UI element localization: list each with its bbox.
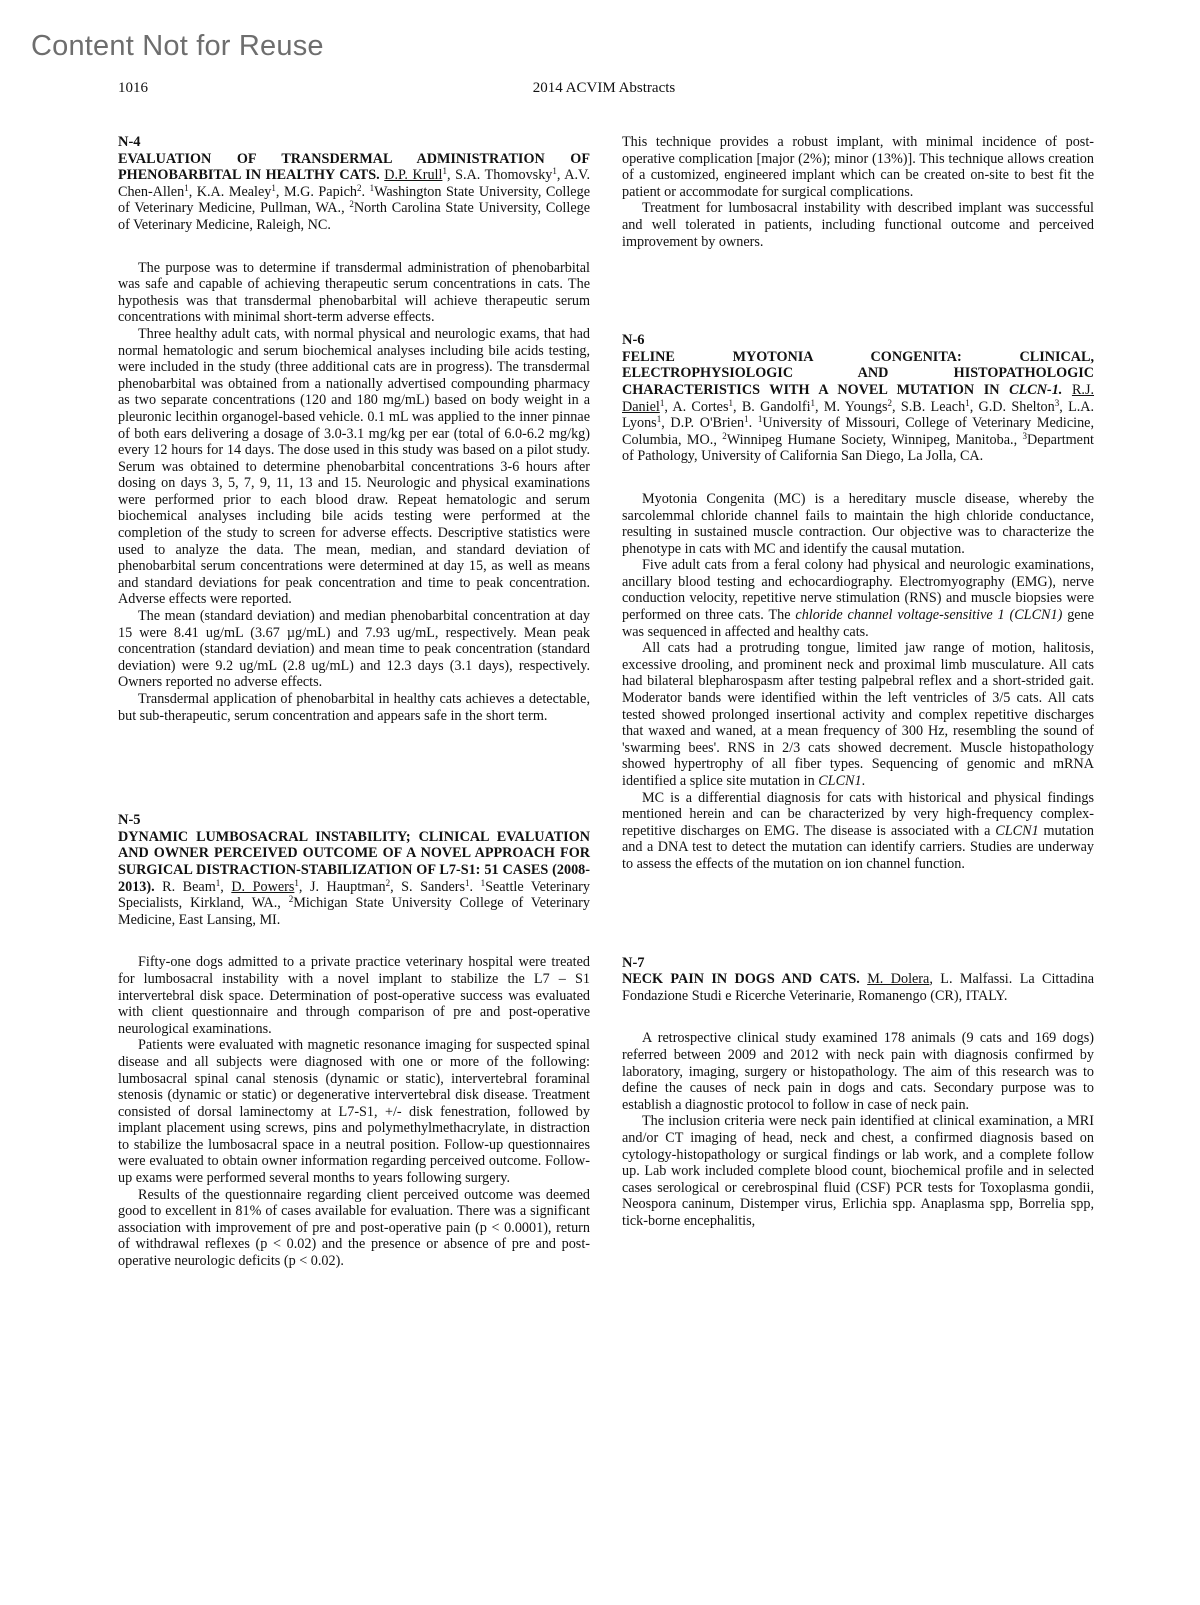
paragraph-text: MC is a differential diagnosis for cats with historical and physical findings mentioned herein and can be characterized by very high-frequency complex-repetitive discharges on EMG. The disease is associated with a — [622, 789, 1094, 839]
abstract-id: N-6 — [622, 332, 645, 349]
gene-name: chloride channel voltage-sensitive 1 (CLCN1) — [795, 607, 1063, 624]
affiliation-marker: 1 — [659, 397, 665, 408]
page-number: 1016 — [118, 80, 148, 96]
abstract-id: N-4 — [118, 134, 141, 150]
abstract-heading — [118, 829, 590, 929]
abstract-heading — [622, 349, 1094, 465]
abstract-paragraph: Transdermal application of phenobarbital in healthy cats achieves a detectable, but sub-therapeutic, serum concentration and appears safe in the short term. — [118, 691, 590, 724]
abstract-header — [118, 134, 590, 234]
affiliation-marker: 2 — [887, 397, 892, 408]
watermark: Content Not for Reuse — [31, 30, 324, 62]
affiliation-marker: 1 — [480, 877, 486, 888]
affiliation-marker: 1 — [744, 414, 749, 425]
abstract-n5-continued — [622, 134, 1094, 250]
author: R. Beam — [162, 878, 216, 895]
abstract-paragraph: The purpose was to determine if transdermal administration of phenobarbital was safe and capable of achieving therapeutic serum concentrations in cats. The hypothesis was that transdermal phenobarbital will achieve therapeutic serum concentrations with minimal short-term adverse effects. — [118, 259, 590, 326]
affiliation-marker: 1 — [215, 877, 221, 888]
affiliation: Winnipeg Humane Society, Winnipeg, Manitoba., — [726, 431, 1023, 448]
affiliation-marker: 1 — [271, 182, 276, 193]
affiliation: Washington State University, College of Veterinary Medicine, Pullman, WA., — [118, 183, 590, 217]
affiliation: North Carolina State University, College of Veterinary Medicine, Raleigh, NC. — [118, 200, 591, 233]
abstract-n7 — [622, 955, 1094, 1230]
author: K.A. Mealey — [196, 183, 272, 200]
abstract-paragraph: The inclusion criteria were neck pain identified at clinical examination, a MRI and/or CT imaging of head, neck and chest, a confirmed diagnosis based on cytology-histopathology or surgical findings or lab work, and a complete follow up. Lab work included complete blood count, biochemical profile and in selected cases serological or cerebrospinal fluid (CSF) PCR tests for Toxoplasma gondii, Neospora caninum, Distemper virus, Erlichia spp. Anaplasma spp, Borrelia spp, tick-borne encephalitis, — [622, 1113, 1094, 1229]
affiliation-marker: 3 — [1054, 397, 1060, 408]
abstract-title-text: FELINE MYOTONIA CONGENITA: CLINICAL, ELECTROPHYSIOLOGIC AND HISTOPATHOLOGIC CHARACTERISTICS WITH A NOVEL MUTATION IN — [622, 348, 1094, 398]
affiliation-marker: 3 — [1022, 430, 1028, 441]
affiliation: Michigan State University College of Veterinary Medicine, East Lansing, MI. — [118, 895, 590, 928]
abstract-n6 — [622, 332, 1094, 872]
presenting-author: D.P. Krull — [384, 167, 443, 184]
abstract-n4 — [118, 134, 590, 724]
paragraph-text: . — [861, 773, 866, 789]
abstract-title: NECK PAIN IN DOGS AND CATS. — [622, 971, 860, 988]
author: G.D. Shelton — [978, 398, 1055, 415]
abstract-paragraph: Treatment for lumbosacral instability with described implant was successful and well tolerated in patients, including functional outcome and perceived improvement by owners. — [622, 200, 1094, 250]
presenting-author: D. Powers — [231, 878, 295, 895]
abstract-paragraph: This technique provides a robust implant, with minimal incidence of post-operative complication [major (2%); minor (13%)]. This technique allows creation of a customized, engineered implant which can be created on-site to best fit the patient or accommodate for surgical complications. — [622, 134, 1094, 200]
author-list: M. Dolera, L. Malfassi. — [867, 971, 1020, 988]
abstract-paragraph: A retrospective clinical study examined 178 animals (9 cats and 169 dogs) referred between 2009 and 2012 with neck pain with diagnosis confirmed by laboratory, imaging, surgery or histopathology. The aim of this research was to define the causes of neck pain in dogs and cats. Secondary purpose was to establish a diagnostic protocol to follow in case of neck pain. — [622, 1030, 1094, 1113]
gene-name: CLCN1 — [818, 773, 862, 789]
author: A. Cortes — [672, 398, 729, 415]
affiliation: University of Missouri, College of Veterinary Medicine, Columbia, MO., — [622, 415, 1095, 448]
abstract-paragraph: Results of the questionnaire regarding client perceived outcome was deemed good to excellent in 81% of cases available for evaluation. There was a significant association with improvement of pre and post-operative pain (p < 0.0001), return of withdrawal reflexes (p < 0.02) and the presence or absence of pre and post-operative neurologic deficits (p < 0.02). — [118, 1186, 590, 1270]
author: A.V. Chen-Allen — [118, 167, 591, 200]
abstract-header — [622, 955, 1094, 1005]
affiliation-marker: 1 — [369, 182, 375, 193]
affiliation-marker: 1 — [552, 166, 557, 177]
presenting-author: M. Dolera — [867, 971, 930, 988]
affiliation-marker: 2 — [349, 199, 354, 210]
left-column — [118, 134, 590, 1270]
author: S.A. Thomovsky — [455, 167, 553, 184]
abstract-title: DYNAMIC LUMBOSACRAL INSTABILITY; CLINICAL EVALUATION AND OWNER PERCEIVED OUTCOME OF A NOVEL APPROACH FOR SURGICAL DISTRACTION-STABILIZATION OF L7-S1: 51 CASES (2008-2013). — [118, 828, 590, 895]
affiliation-marker: 1 — [294, 877, 299, 888]
author: M.G. Papich — [283, 183, 358, 200]
affiliation-marker: 1 — [757, 414, 763, 425]
right-column — [622, 134, 1094, 1229]
author: L. Malfassi — [940, 971, 1009, 988]
abstract-paragraph: Myotonia Congenita (MC) is a hereditary muscle disease, whereby the sarcolemmal chloride channel fails to maintain the high chloride conductance, resulting in sustained muscle contraction. Our objective was to characterize the phenotype in cats with MC and identify the causal mutation. — [622, 490, 1094, 557]
gene-name: CLCN-1. — [1009, 381, 1063, 398]
abstract-title: EVALUATION OF TRANSDERMAL ADMINISTRATION OF PHENOBARBITAL IN HEALTHY CATS. — [118, 150, 590, 184]
running-head — [118, 80, 1090, 102]
abstract-header — [118, 812, 590, 928]
author: M. Youngs — [823, 398, 888, 415]
abstract-paragraph — [622, 790, 1094, 873]
paragraph-text: Five adult cats from a feral colony had physical and neurologic examinations, ancillary blood testing and echocardiography. Electromyography (EMG), nerve conduction velocity, repetitive nerve stimulation (RNS) and muscle biopsies were performed on three cats. The — [622, 557, 1094, 624]
affiliation-marker: 1 — [728, 397, 733, 408]
affiliation-marker: 2 — [385, 877, 391, 888]
author-list: R. Beam$^1$, D. Powers$^1$, J. Hauptman$^2$, S. Sanders$^1$. — [162, 877, 481, 895]
abstract-header — [622, 332, 1094, 465]
abstract-paragraph — [622, 640, 1094, 789]
affiliation-marker: 1 — [810, 397, 816, 408]
author: L.A. Lyons — [622, 398, 1095, 432]
author-list: R.J. Daniel$^1$, A. Cortes$^1$, B. Gandolfi$^1$, M. Youngs$^2$, S.B. Leach$^1$, G.D. Shelton$^3$, L.A. Lyons$^1$, D.P. O'Brien$^1$. — [622, 381, 1095, 432]
paragraph-text: All cats had a protruding tongue, limited jaw range of motion, halitosis, excessive drooling, and prominent neck and proximal limb musculature. All cats had bilateral blepharospasm after testing palpebral reflex and a short-strided gait. Moderator bands were identified within the left ventricles of 3/5 cats. All cats tested showed prolonged insertional activity and complex repetitive discharges that waxed and waned, at a mean frequency of 300 Hz, resembling the sound of 'swarming bees'. RNS in 2/3 cats showed decrement. Muscle histopathology showed hypertrophy of all fiber types. Sequencing of genomic and mRNA identified a splice site mutation in — [622, 640, 1094, 789]
abstract-title — [622, 349, 1094, 398]
abstract-heading — [622, 971, 1094, 1004]
presenting-author: R.J. Daniel — [622, 381, 1095, 415]
abstract-paragraph: Fifty-one dogs admitted to a private practice veterinary hospital were treated for lumbosacral instability with a novel implant to stabilize the L7 – S1 intervertebral disk space. Determination of post-operative success was evaluated with client questionnaire and through comparison of pre and post-operative neurological examinations. — [118, 954, 590, 1037]
journal-title: 2014 ACVIM Abstracts — [532, 80, 676, 96]
affiliation-marker: 1 — [442, 166, 447, 177]
author: J. Hauptman — [309, 878, 386, 895]
affiliation-marker: 1 — [465, 877, 470, 888]
author-list: D.P. Krull$^1$, S.A. Thomovsky$^1$, A.V. Chen-Allen$^1$, K.A. Mealey$^1$, M.G. Papich$^2$. — [118, 166, 591, 200]
abstract-paragraph: Patients were evaluated with magnetic resonance imaging for suspected spinal disease and all subjects were diagnosed with one or more of the following: lumbosacral spinal canal stenosis (dynamic or static), intervertebral foraminal stenosis (dynamic or static) or degenerative intervertebral disk disease. Treatment consisted of dorsal laminectomy at L7-S1, +/- disk fenestration, followed by implant placement using screws, pins and polymethylmethacrylate, in distraction to stabilize the lumbosacral space in a neutral position. Follow-up questionnaires were evaluated to obtain owner information regarding perceived outcome. Follow-up exams were performed several months to years following surgery. — [118, 1037, 590, 1187]
author: S. Sanders — [401, 878, 466, 895]
paragraph-text: gene was sequenced in affected and healthy cats. — [622, 607, 1094, 640]
author: D.P. O'Brien — [670, 415, 745, 432]
affiliation-marker: 1 — [656, 414, 662, 425]
author: B. Gandolfi — [741, 398, 811, 415]
affiliation-marker: 2 — [722, 430, 727, 441]
affiliation-marker: 1 — [184, 182, 189, 193]
abstract-id: N-7 — [622, 954, 645, 971]
abstract-heading — [118, 151, 590, 234]
affiliation-marker: 2 — [357, 182, 362, 193]
affiliation: Seattle Veterinary Specialists, Kirkland, WA., — [118, 878, 590, 912]
abstract-paragraph — [622, 557, 1094, 640]
abstract-paragraph: Three healthy adult cats, with normal physical and neurologic exams, that had normal hematologic and serum biochemical analyses including bile acids testing, were included in the study (three additional cats are in progress). The transdermal phenobarbital was obtained from a nationally advertised compounding pharmacy as two separate concentrations (120 and 180 mg/mL) based on body weight in a pleuronic lecithin organogel-based vehicle. 0.1 mL was applied to the inner pinnae of both ears delivering a dosage of 3.0-3.1 mg/kg per ear (total of 6.0-6.2 mg/kg) every 12 hours for 14 days. The dose used in this study was based on a pilot study. Serum was obtained to determine phenobarbital concentrations 3-6 hours after dosing on days 3, 5, 7, 9, 11, 13 and 15. Neurologic and physical examinations were performed prior to each blood draw. Repeat hematologic and serum biochemical analyses including bile acids testing were performed at the completion of the study to screen for adverse effects. Descriptive statistics were used to analyze the data. The mean, median, and standard deviation of phenobarbital serum concentrations were determined at day 15, as well as means and standard deviations for peak concentration and time to peak concentration. Adverse effects were reported. — [118, 325, 590, 608]
abstract-n5 — [118, 812, 590, 1269]
affiliation-marker: 2 — [288, 894, 294, 905]
affiliation: Department of Pathology, University of California San Diego, La Jolla, CA. — [622, 431, 1094, 465]
author: S.B. Leach — [900, 398, 966, 415]
abstract-id: N-5 — [118, 812, 141, 829]
abstract-paragraph: The mean (standard deviation) and median phenobarbital concentration at day 15 were 8.41 ug/mL (3.67 µg/mL) and 7.93 ug/mL, respectively. Mean peak concentration (standard deviation) and mean time to peak concentration (standard deviation) were 9.2 ug/mL (2.8 ug/mL) and 12.3 days (3.1 days), respectively. Owners reported no adverse effects. — [118, 608, 590, 691]
affiliation-marker: 1 — [965, 397, 970, 408]
gene-name: CLCN1 — [995, 822, 1039, 839]
paragraph-text: mutation and a DNA test to detect the mutation can identify carriers. Studies are underway to assess the effects of the mutation on ion channel function. — [622, 822, 1094, 872]
affiliation: La Cittadina Fondazione Studi e Ricerche Veterinarie, Romanengo (CR), ITALY. — [622, 971, 1095, 1004]
